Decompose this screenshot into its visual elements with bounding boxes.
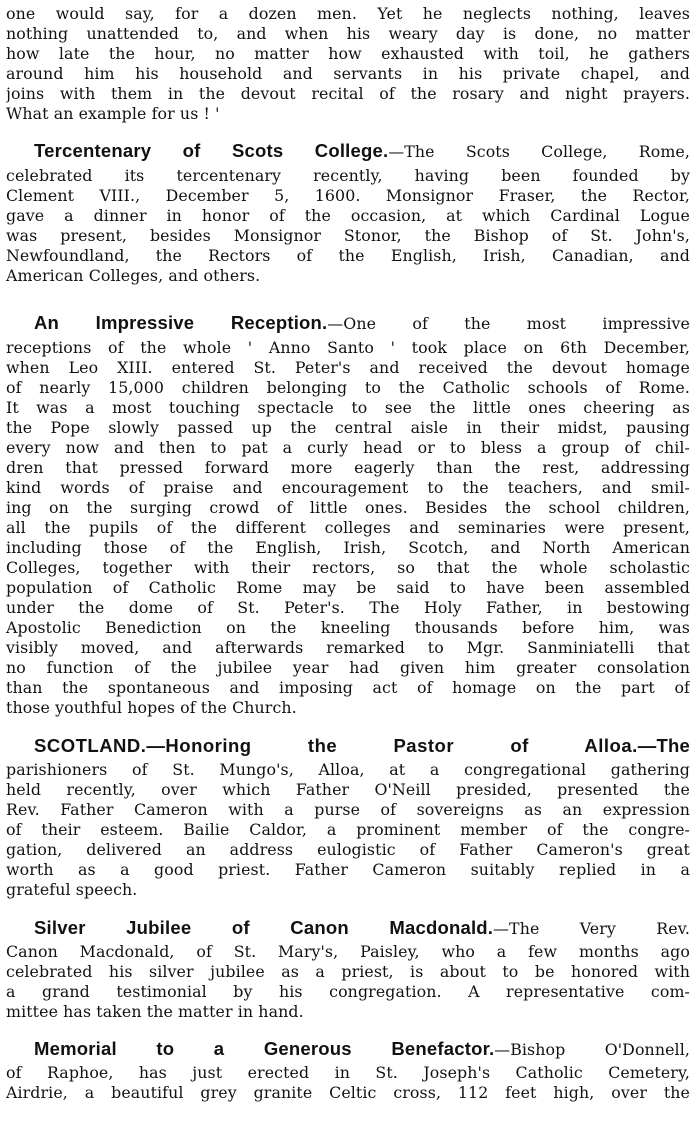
article-line: receptions of the whole ' Anno Santo ' took place on 6th December, [6,338,690,357]
article-heading: Tercentenary of Scots College. [34,141,389,161]
article-lead-text: —One of the most impressive [327,314,690,333]
article-first-line [34,1039,690,1061]
article-line: dren that pressed forward more eagerly than the rest, addressing [6,458,690,477]
article-heading: Silver Jubilee of Canon Macdonald. [34,918,494,938]
intro-line: nothing unattended to, and when his weary day is done, no matter [6,24,690,43]
article-line: Colleges, together with their rectors, so that the whole scholastic [6,558,690,577]
article-heading: SCOTLAND.—Honoring the Pastor of Alloa. [34,736,638,756]
article-first-line [34,918,690,940]
intro-line: joins with them in the devout recital of the rosary and night prayers. [6,84,690,103]
article-line: than the spontaneous and imposing act of homage on the part of [6,678,690,697]
article-line: kind words of praise and encouragement to the teachers, and smil- [6,478,690,497]
article-lead-text: —The Very Rev. [493,919,690,938]
intro-line: one would say, for a dozen men. Yet he neglects nothing, leaves [6,4,690,23]
article-line: gation, delivered an address eulogistic of Father Cameron's great [6,840,690,859]
article-line: under the dome of St. Peter's. The Holy Father, in bestowing [6,598,690,617]
article-line: those youthful hopes of the Church. [6,698,297,717]
article-first-line [34,141,690,163]
article-heading: An Impressive Reception. [34,313,328,333]
article-line: celebrated his silver jubilee as a priest, is about to be honored with [6,962,690,981]
article-line: worth as a good priest. Father Cameron suitably replied in a [6,860,690,879]
article-line: of Raphoe, has just erected in St. Joseph's Catholic Cemetery, [6,1063,690,1082]
article-line: It was a most touching spectacle to see the little ones cheering as [6,398,690,417]
article-line: when Leo XIII. entered St. Peter's and received the devout homage [6,358,690,377]
article-line: the Pope slowly passed up the central aisle in their midst, pausing [6,418,690,437]
article-line: was present, besides Monsignor Stonor, the Bishop of St. John's, [6,226,690,245]
article-line: ing on the surging crowd of little ones. Besides the school children, [6,498,690,517]
article-first-line [34,313,690,335]
article-lead-text: —The Scots College, Rome, [388,142,690,161]
article-line: every now and then to pat a curly head or to bless a group of chil- [6,438,690,457]
article-line: American Colleges, and others. [6,266,261,285]
article-line: visibly moved, and afterwards remarked to Mgr. Sanminiatelli that [6,638,690,657]
intro-line: how late the hour, no matter how exhausted with toil, he gathers [6,44,690,63]
article-line: gave a dinner in honor of the occasion, at which Cardinal Logue [6,206,690,225]
article-line: population of Catholic Rome may be said to have been assembled [6,578,690,597]
article-line: Clement VIII., December 5, 1600. Monsignor Fraser, the Rector, [6,186,690,205]
article-line: a grand testimonial by his congregation. A representative com- [6,982,690,1001]
article-line: including those of the English, Irish, Scotch, and North American [6,538,690,557]
article-lead-text: —Bishop O'Donnell, [494,1040,690,1059]
article-line: mittee has taken the matter in hand. [6,1002,304,1021]
article-line: parishioners of St. Mungo's, Alloa, at a congregational gathering [6,760,690,779]
article-lead-text: —The [637,736,690,756]
article-first-line [34,736,690,758]
article-line: Airdrie, a beautiful grey granite Celtic cross, 112 feet high, over the [6,1083,690,1102]
article-line: Newfoundland, the Rectors of the English, Irish, Canadian, and [6,246,690,265]
article-line: no function of the jubilee year had given him greater consolation [6,658,690,677]
article-line: Apostolic Benediction on the kneeling thousands before him, was [6,618,690,637]
intro-line: What an example for us ! ' [6,104,220,123]
intro-line: around him his household and servants in his private chapel, and [6,64,690,83]
article-line: celebrated its tercentenary recently, having been founded by [6,166,690,185]
article-line: of nearly 15,000 children belonging to the Catholic schools of Rome. [6,378,690,397]
article-line: of their esteem. Bailie Caldor, a prominent member of the congre- [6,820,690,839]
article-line: all the pupils of the different colleges and seminaries were present, [6,518,690,537]
article-line: held recently, over which Father O'Neill presided, presented the [6,780,690,799]
article-heading: Memorial to a Generous Benefactor. [34,1039,495,1059]
article-line: grateful speech. [6,880,138,899]
article-line: Rev. Father Cameron with a purse of sovereigns as an expression [6,800,690,819]
article-line: Canon Macdonald, of St. Mary's, Paisley, who a few months ago [6,942,690,961]
